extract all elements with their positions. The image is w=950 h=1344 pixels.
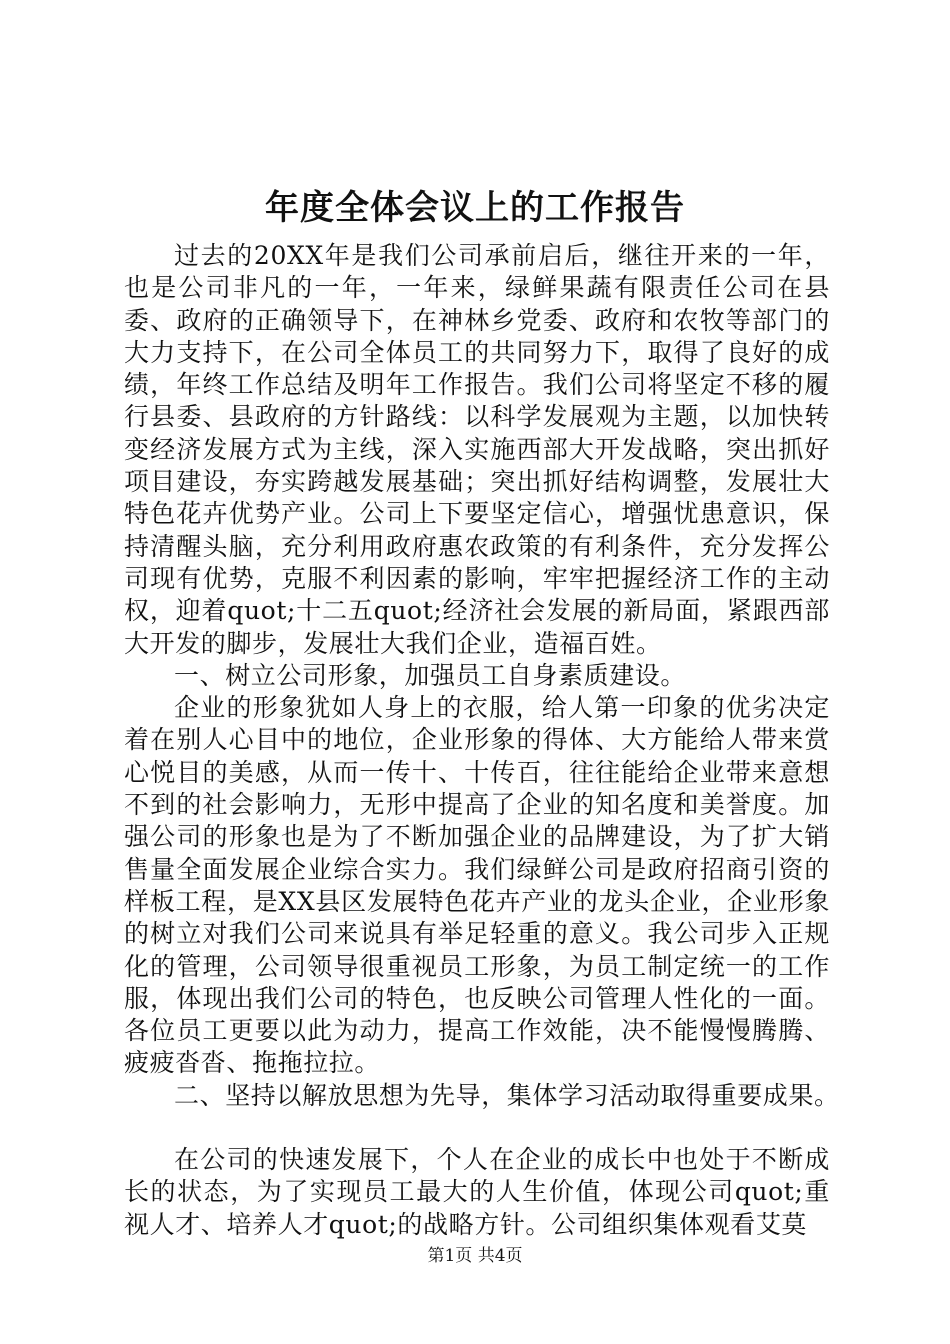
page-number: 第1页 共4页 (427, 1246, 523, 1266)
body-paragraph: 企业的形象犹如人身上的衣服，给人第一印象的优劣决定着在别人心目中的地位，企业形象的得体、大方能给人带来赏心悦目的美感，从而一传十、十传百，往往能给企业带来意想不到的社会影响力，无形中提高了企业的知名度和美誉度。加强公司的形象也是为了不断加强企业的品牌建设，为了扩大销售量全面发展企业综合实力。我们绿鲜公司是政府招商引资的样板工程，是XX县区发展特色花卉产业的龙头企业，企业形象的树立对我们公司来说具有举足轻重的意义。我公司步入正规化的管理，公司领导很重视员工形象，为员工制定统一的工作服，体现出我们公司的特色，也反映公司管理人性化的一面。各位员工更要以此为动力，提高工作效能，决不能慢慢腾腾、疲疲沓沓、拖拖拉拉。 (124, 693, 830, 1078)
body-paragraph: 在公司的快速发展下，个人在企业的成长中也处于不断成长的状态，为了实现员工最大的人生价值，体现公司quot;重视人才、培养人才quot;的战略方针。公司组织集体观看艾莫 (124, 1145, 830, 1239)
section-heading: 一、树立公司形象，加强员工自身素质建设。 (174, 660, 687, 690)
section-heading: 二、坚持以解放思想为先导，集体学习活动取得重要成果。 (174, 1080, 840, 1110)
body-paragraph: 过去的20XX年是我们公司承前启后，继往开来的一年，也是公司非凡的一年，一年来，绿鲜果蔬有限责任公司在县委、政府的正确领导下，在神林乡党委、政府和农牧等部门的大力支持下，在公司全体员工的共同努力下，取得了良好的成绩，年终工作总结及明年工作报告。我们公司将坚定不移的履行县委、县政府的方针路线：以科学发展观为主题，以加快转变经济发展方式为主线，深入实施西部大开发战略，突出抓好项目建设，夯实跨越发展基础；突出抓好结构调整，发展壮大特色花卉优势产业。公司上下要坚定信心，增强忧患意识，保持清醒头脑，充分利用政府惠农政策的有利条件，充分发挥公司现有优势，克服不利因素的影响，牢牢把握经济工作的主动权，迎着quot;十二五quot;经济社会发展的新局面，紧跟西部大开发的脚步，发展壮大我们企业，造福百姓。 (124, 241, 830, 658)
document-title: 年度全体会议上的工作报告 (265, 188, 685, 228)
document-body (124, 240, 840, 1241)
paragraph-spacer (124, 1112, 830, 1144)
